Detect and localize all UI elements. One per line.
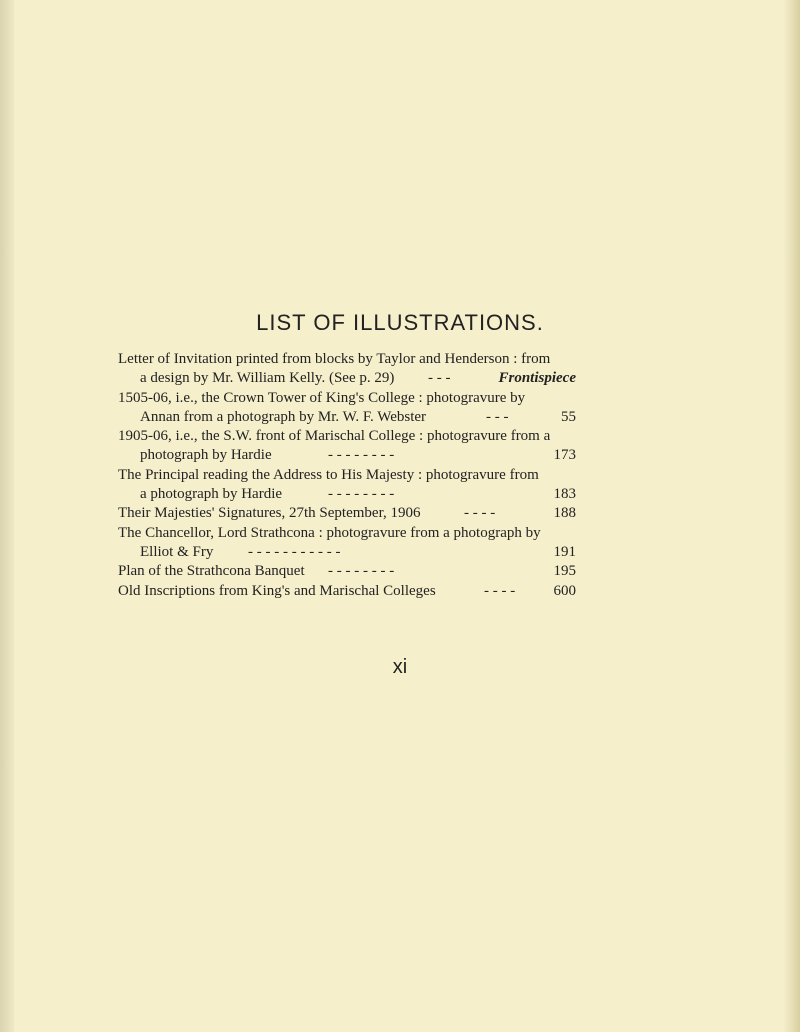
- list-item: [118, 524, 578, 563]
- page-number: 191: [553, 543, 576, 560]
- entry-line: Their Majesties' Signatures, 27th September, 1906: [118, 505, 421, 522]
- page-number: 173: [553, 447, 576, 464]
- page-edge-left: [0, 0, 14, 1032]
- list-item: [118, 562, 578, 581]
- entry-line: Old Inscriptions from King's and Marischal Colleges: [118, 582, 436, 599]
- dot-leader: - - - -: [484, 582, 516, 599]
- entry-line: The Principal reading the Address to His Majesty : photogravure from: [118, 466, 539, 483]
- entry-line: Annan from a photograph by Mr. W. F. Webster: [140, 408, 427, 425]
- list-item: [118, 466, 578, 505]
- entry-line: The Chancellor, Lord Strathcona : photogravure from a photograph by: [118, 524, 541, 541]
- page-number: 55: [561, 408, 576, 425]
- list-item: [118, 350, 578, 389]
- dot-leader: - - -: [486, 408, 509, 425]
- entry-line: Letter of Invitation printed from blocks by Taylor and Henderson : from: [118, 351, 551, 367]
- entry-line: 1505-06, i.e., the Crown Tower of King's College : photogravure by: [118, 389, 526, 406]
- page-number: 183: [553, 486, 576, 503]
- illustrations-list: [118, 350, 578, 601]
- entry-line: 1905-06, i.e., the S.W. front of Marischal College : photogravure from a: [118, 428, 551, 445]
- dot-leader: - - - - - - - -: [328, 486, 395, 503]
- page-edge-right: [784, 0, 800, 1032]
- entry-line: photograph by Hardie: [140, 447, 272, 464]
- dot-leader: - - -: [428, 370, 451, 387]
- dot-leader: - - - - - - - -: [328, 447, 395, 464]
- dot-leader: - - - - - - - - - - -: [248, 543, 341, 560]
- list-item: [118, 389, 578, 428]
- list-item: [118, 582, 578, 601]
- entry-line: Elliot & Fry: [140, 543, 214, 560]
- list-item: [118, 504, 578, 523]
- dot-leader: - - - - - - - -: [328, 563, 395, 580]
- page-number: 195: [553, 563, 576, 580]
- page-number: Frontispiece: [498, 370, 576, 387]
- list-item: [118, 427, 578, 466]
- entry-line: a design by Mr. William Kelly. (See p. 29): [140, 370, 395, 387]
- entry-line: a photograph by Hardie: [140, 486, 283, 503]
- page-number: 600: [553, 582, 576, 599]
- entry-line: Plan of the Strathcona Banquet: [118, 563, 305, 580]
- page-title: LIST OF ILLUSTRATIONS.: [256, 310, 544, 335]
- page-folio: xi: [392, 656, 408, 678]
- dot-leader: - - - -: [464, 505, 496, 522]
- page-number: 188: [553, 505, 576, 522]
